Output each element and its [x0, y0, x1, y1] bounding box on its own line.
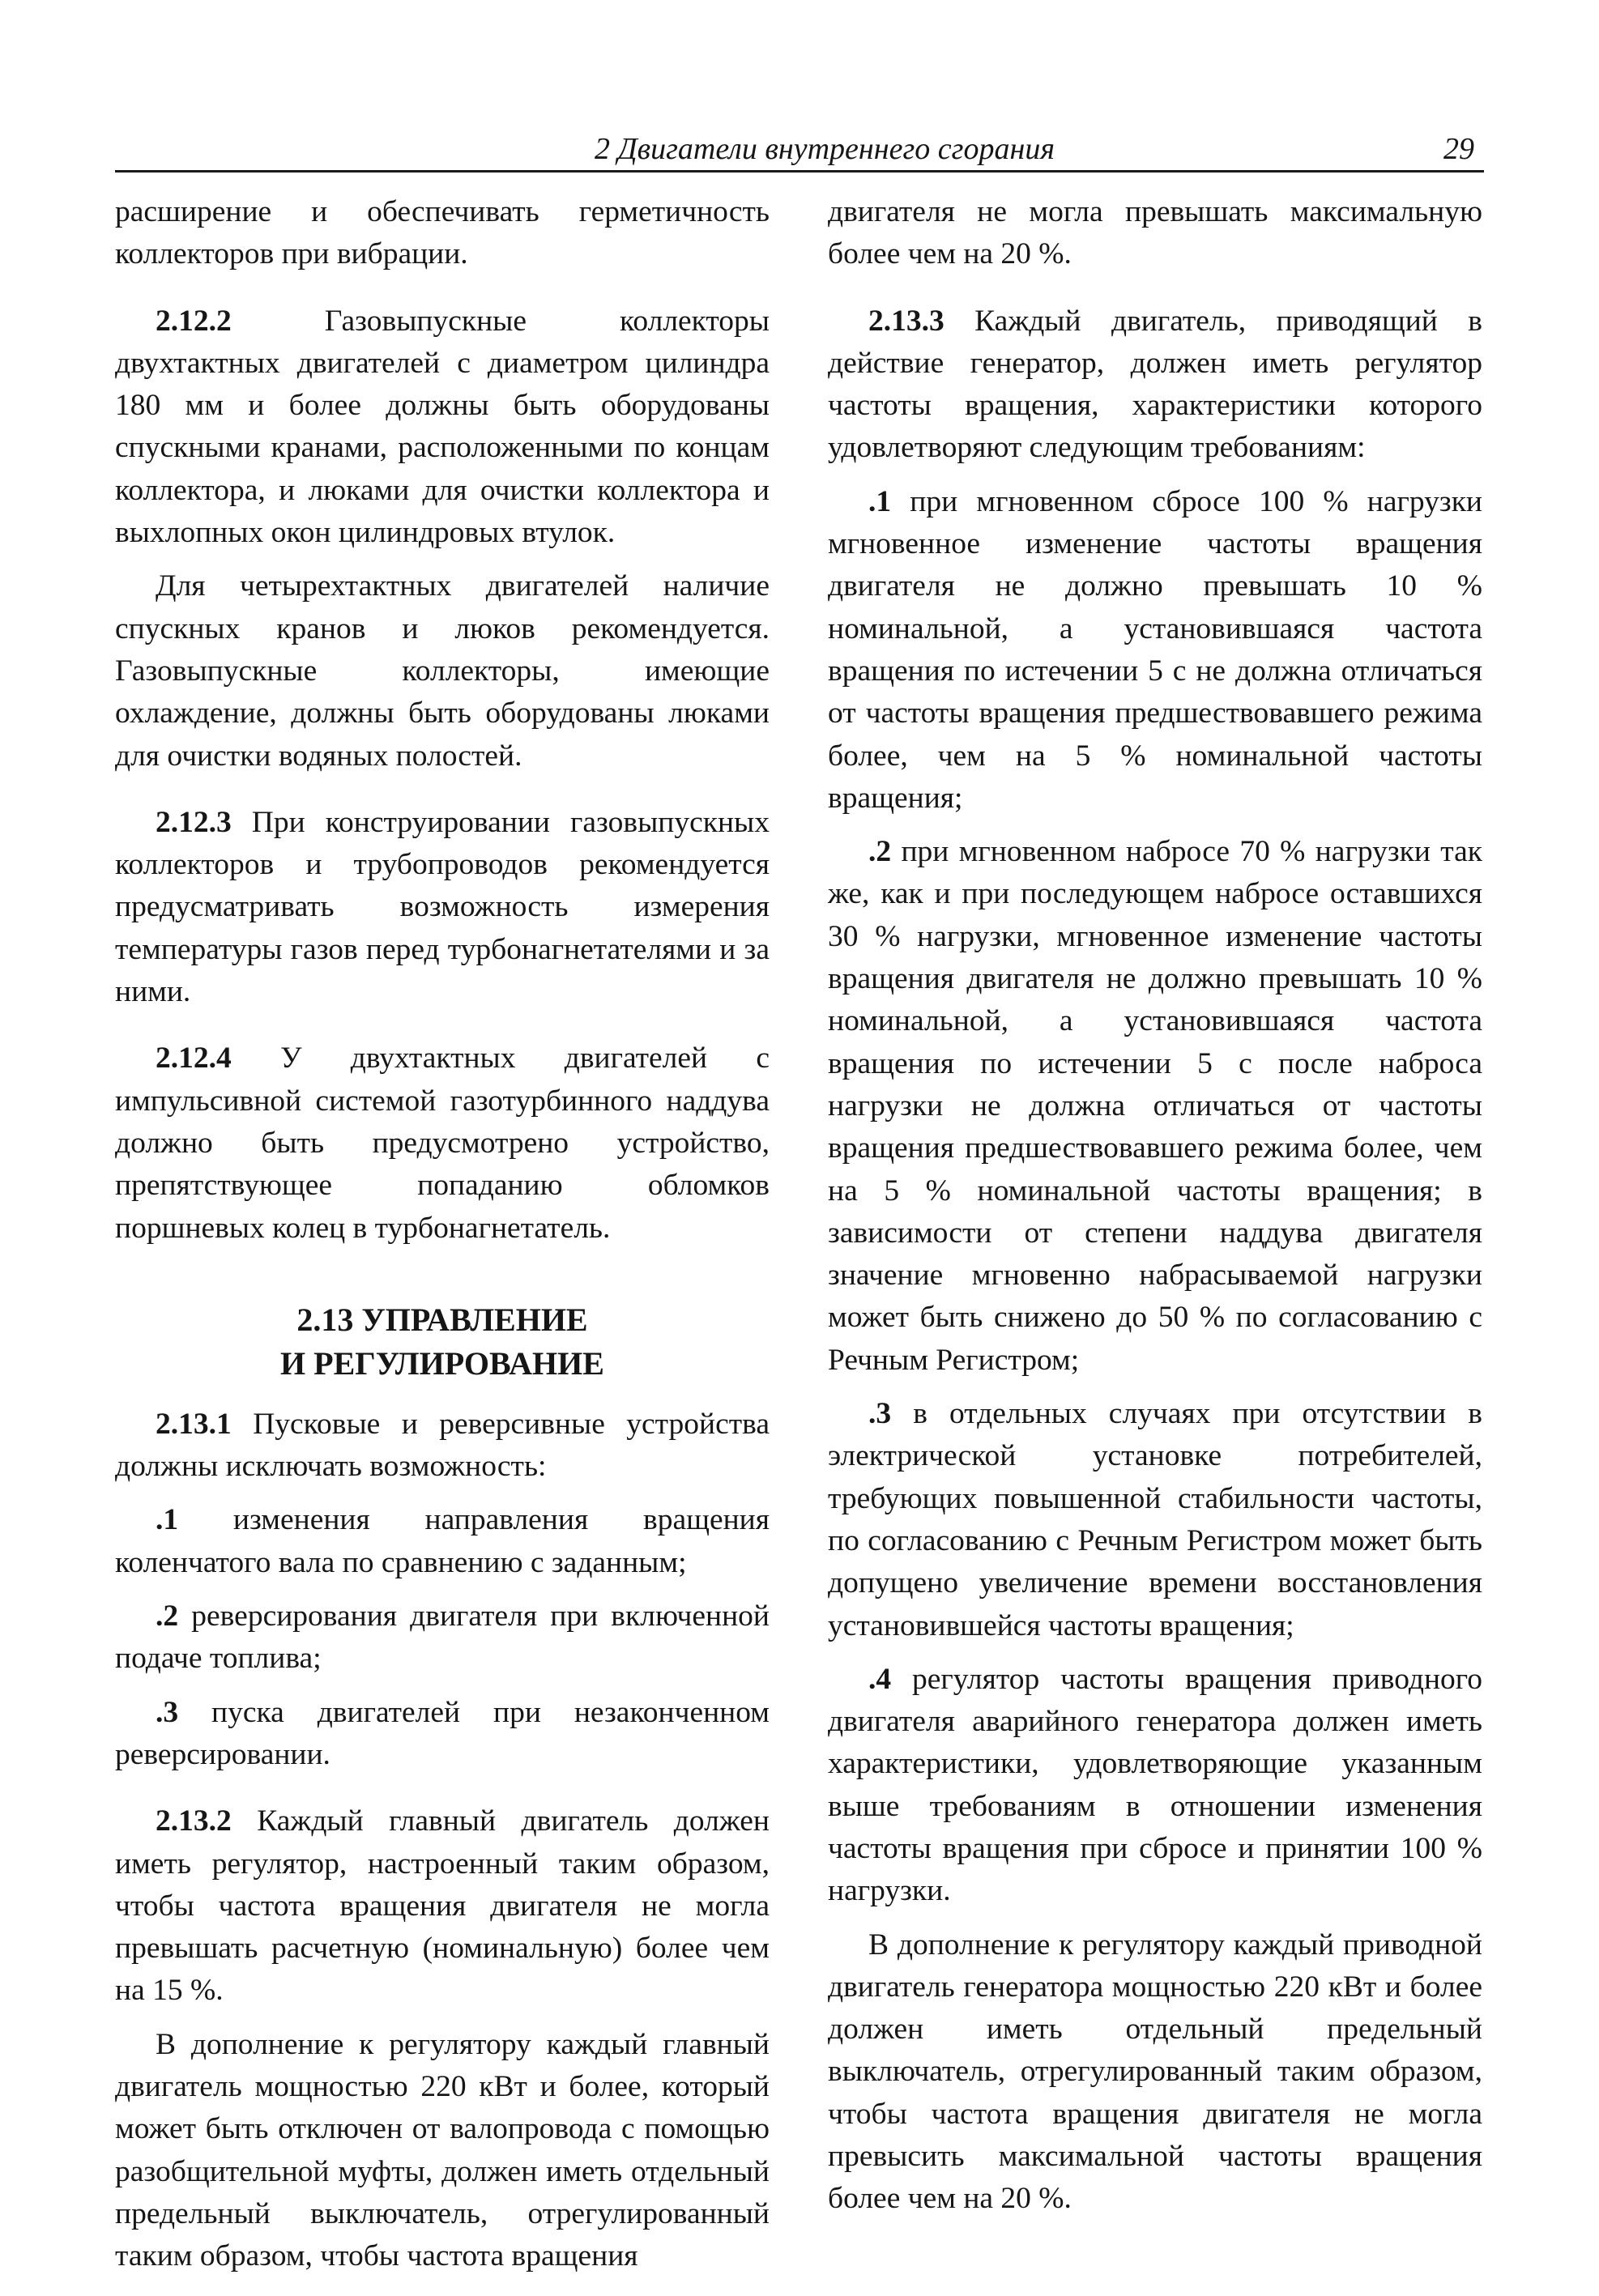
clause-number: 2.12.4 — [156, 1042, 232, 1076]
running-title: 2 Двигатели внутреннего сгорания — [594, 132, 1055, 166]
item-number: .4 — [868, 1662, 892, 1696]
clause-number: 2.12.3 — [156, 805, 232, 839]
list-item-3: .3 пуска двигателей при незаконченном реверсировании. — [115, 1695, 770, 1771]
section-heading-line-1: 2.13 УПРАВЛЕНИЕ — [296, 1301, 588, 1338]
list-item-2: .2 реверсирования двигателя при включенной подаче топлива; — [115, 1600, 770, 1676]
right-column — [828, 191, 1482, 2232]
list-item-1: .1 при мгновенном сбросе 100 % нагрузки мгновенное изменение частоты вращения двигателя не должно превышать 10 % номинальной, а установившаяся частота вращения по истечении 5 с не должна отличаться от частоты вращения предшествовавшего режима более, чем на 5 % номинальной частоты вращения; — [828, 484, 1482, 815]
clause-number: 2.12.2 — [156, 304, 232, 338]
clause-number: 2.13.3 — [868, 304, 944, 338]
paragraph-2-12-2: 2.12.2 Газовыпускные коллекторы двухтактных двигателей с диаметром цилиндра 180 мм и более должны быть оборудованы спускными кранами, расположенными по концам коллектора, и люками для очистки коллектора и выхлопных окон цилиндровых втулок. — [115, 304, 770, 550]
paragraph-main-engine-limiter: В дополнение к регулятору каждый главный двигатель мощностью 220 кВт и более, который может быть отключен от валопровода с помощью разобщительной муфты, должен иметь отдельный предельный выключатель, отрегулированный таким образом, чтобы частота вращения — [115, 2027, 770, 2273]
list-item-2: .2 при мгновенном набросе 70 % нагрузки так же, как и при последующем набросе оставшихся 30 % нагрузки, мгновенное изменение частоты вращения двигателя не должно превышать 10 % номинальной, а установившаяся частота вращения по истечении 5 с после наброса нагрузки не должна отличаться от частоты вращения предшествовавшего режима более, чем на 5 % номинальной частоты вращения; в зависимости от степени наддува двигателя значение мгновенно набрасываемой нагрузки может быть снижено до 50 % по согласованию с Речным Регистром; — [828, 835, 1482, 1377]
item-number: .3 — [868, 1397, 892, 1431]
item-number: .3 — [156, 1695, 179, 1729]
clause-number: 2.13.1 — [156, 1407, 232, 1441]
section-heading — [115, 1298, 770, 1386]
paragraph-2-12-3: 2.12.3 При конструировании газовыпускных коллекторов и трубопроводов рекомендуется предусматривать возможность измерения температуры газов перед турбонагнетателями и за ними. — [115, 805, 770, 1009]
paragraph-2-12-4: 2.12.4 У двухтактных двигателей с импульсивной системой газотурбинного наддува должно быть предусмотрено устройство, препятствующее попаданию обломков поршневых колец в турбонагнетатель. — [115, 1042, 770, 1245]
item-number: .2 — [156, 1600, 179, 1634]
paragraph-four-stroke: Для четырехтактных двигателей наличие спускных кранов и люков рекомендуется. Газовыпускные коллекторы, имеющие охлаждение, должны быть оборудованы люками для очистки водяных полостей. — [115, 569, 770, 773]
paragraph-2-13-1: 2.13.1 Пусковые и реверсивные устройства должны исключать возможность: — [115, 1407, 770, 1484]
clause-number: 2.13.2 — [156, 1804, 232, 1838]
list-item-4: .4 регулятор частоты вращения приводного двигателя аварийного генератора должен иметь характеристики, удовлетворяющие указанным выше требованиям в отношении изменения частоты вращения при сбросе и принятии 100 % нагрузки. — [828, 1662, 1482, 1908]
page-number: 29 — [1443, 132, 1474, 166]
list-item-3: .3 в отдельных случаях при отсутствии в электрической установке потребителей, требующих повышенной стабильности частоты, по согласованию с Речным Регистром может быть допущено увеличение времени восстановления установившейся частоты вращения; — [828, 1397, 1482, 1642]
section-heading-line-2: И РЕГУЛИРОВАНИЕ — [280, 1344, 604, 1382]
paragraph-generator-limiter: В дополнение к регулятору каждый приводной двигатель генератора мощностью 220 кВт и более должен иметь отдельный предельный выключатель, отрегулированный таким образом, чтобы частота вращения двигателя не могла превысить максимальной частоты вращения более чем на 20 %. — [828, 1928, 1482, 2216]
item-number: .1 — [156, 1503, 179, 1537]
paragraph-continuation: двигателя не могла превышать максимальную более чем на 20 %. — [828, 195, 1482, 271]
left-column — [115, 191, 770, 2289]
paragraph-2-13-2: 2.13.2 Каждый главный двигатель должен иметь регулятор, настроенный таким образом, чтобы частота вращения двигателя не могла превышать расчетную (номинальную) более чем на 15 %. — [115, 1804, 770, 2008]
item-number: .1 — [868, 484, 892, 518]
page-header — [115, 128, 1484, 173]
list-item-1: .1 изменения направления вращения коленчатого вала по сравнению с заданным; — [115, 1503, 770, 1579]
paragraph-continuation: расширение и обеспечивать герметичность коллекторов при вибрации. — [115, 195, 770, 271]
item-number: .2 — [868, 835, 892, 869]
paragraph-2-13-3: 2.13.3 Каждый двигатель, приводящий в действие генератор, должен иметь регулятор частоты вращения, характеристики которого удовлетворяют следующим требованиям: — [828, 304, 1482, 465]
